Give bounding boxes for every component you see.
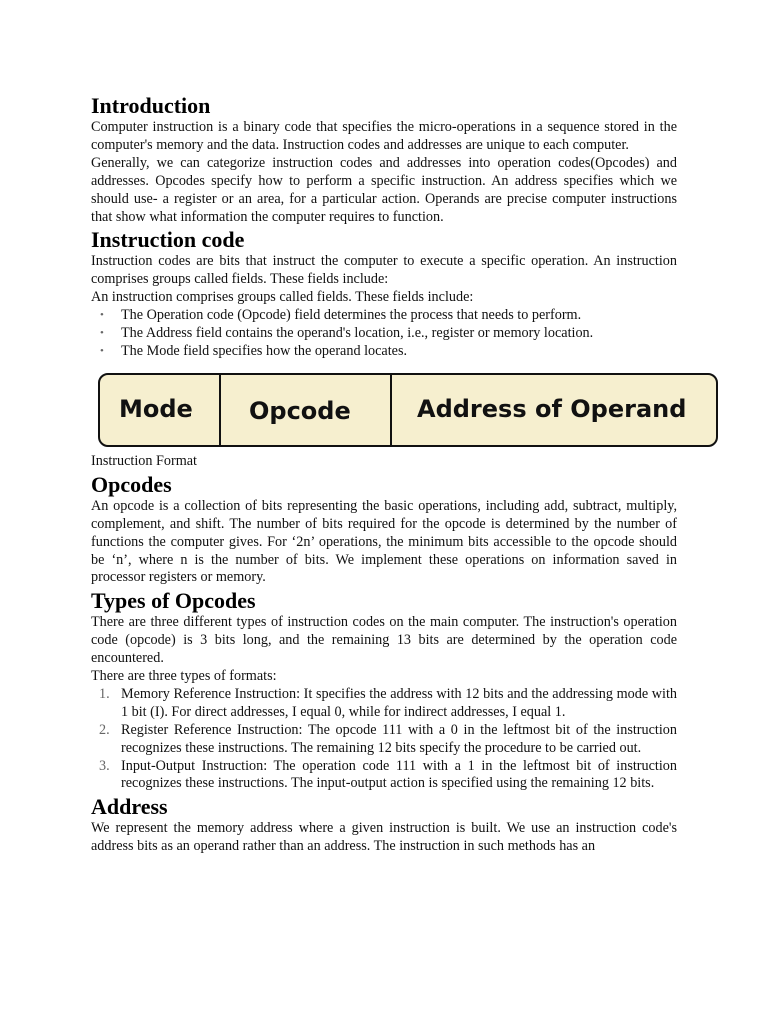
list-item — [100, 307, 677, 325]
list-item — [100, 342, 677, 361]
formats-numbered-list — [91, 686, 677, 793]
intro-paragraph-1: Computer instruction is a binary code that specifies the micro-operations in a sequence stored in the computer's memory and the data. Instruction codes and addresses are unique to each computer. — [91, 119, 677, 153]
list-item — [99, 685, 677, 722]
document-page — [91, 92, 687, 856]
types-paragraph-1: There are three different types of instruction codes on the main computer. The instruction's operation code (opcode) is 3 bits long, and the remaining 13 bits are determined by the operation code encountered. — [91, 614, 677, 667]
format-cell-mode: Mode — [100, 375, 221, 445]
heading-introduction: Introduction — [91, 93, 211, 118]
list-item-text: The Mode field specifies how the operand locates. — [121, 342, 408, 359]
fields-bullet-list — [91, 307, 677, 361]
heading-instruction-code: Instruction code — [91, 227, 245, 253]
heading-types-of-opcodes: Types of Opcodes — [91, 588, 256, 614]
list-item — [99, 757, 677, 794]
address-paragraph: We represent the memory address where a given instruction is built. We use an instruction code's address bits as an operand rather than an address. The instruction in such methods has an — [91, 820, 677, 855]
list-number: 1. — [99, 685, 110, 702]
figure-caption: Instruction Format — [91, 452, 197, 469]
types-paragraph-2: There are three types of formats: — [91, 668, 277, 685]
list-number: 2. — [99, 721, 110, 738]
instruction-code-paragraph-1: Instruction codes are bits that instruct the computer to execute a specific operation. An instruction comprises groups called fields. These fields include: — [91, 253, 677, 288]
format-cell-address: Address of Operand — [417, 394, 687, 423]
bullet-icon: • — [100, 327, 104, 340]
list-item — [100, 325, 677, 343]
list-item-text: Memory Reference Instruction: It specifies the address with 12 bits and the addressing mode with 1 bit (I). For direct addresses, I equal 0, while for indirect addresses, I equal 1. — [121, 685, 677, 720]
opcodes-paragraph: An opcode is a collection of bits representing the basic operations, including add, subtract, multiply, complement, and shift. The number of bits required for the opcode is determined by the number of functions the computer gives. For ‘2n’ operations, the minimum bits accessible to the opcode should be ‘n’, where n is the number of bits. We implement these operations on information saved in processor registers or memory. — [91, 497, 677, 586]
list-item-text: Register Reference Instruction: The opcode 111 with a 0 in the leftmost bit of the instruction recognizes these instructions. The remaining 12 bits specify the procedure to be carried out. — [121, 721, 677, 756]
list-item — [99, 721, 677, 758]
instruction-format-figure — [98, 373, 718, 447]
list-item-text: The Address field contains the operand's location, i.e., register or memory location. — [121, 325, 594, 342]
format-cell-opcode: Opcode — [221, 375, 392, 445]
bullet-icon: • — [100, 309, 104, 322]
list-item-text: The Operation code (Opcode) field determines the process that needs to perform. — [121, 307, 582, 324]
instruction-code-paragraph-2: An instruction comprises groups called fields. These fields include: — [91, 289, 474, 306]
list-item-text: Input-Output Instruction: The operation code 111 with a 1 in the leftmost bit of instruction recognizes these instructions. The input-output action is specified using the remaining 12 bits. — [121, 757, 677, 792]
heading-opcodes: Opcodes — [91, 471, 172, 497]
list-number: 3. — [99, 757, 110, 774]
intro-paragraph-2: Generally, we can categorize instruction codes and addresses into operation codes(Opcodes) and addresses. Opcodes specify how to perform a specific instruction. An address specifies which we should use- a register or an area, for a particular action. Operands are precise computer instructions that show what information the computer requires to function. — [91, 154, 677, 225]
heading-address: Address — [91, 794, 168, 820]
bullet-icon: • — [100, 344, 104, 357]
